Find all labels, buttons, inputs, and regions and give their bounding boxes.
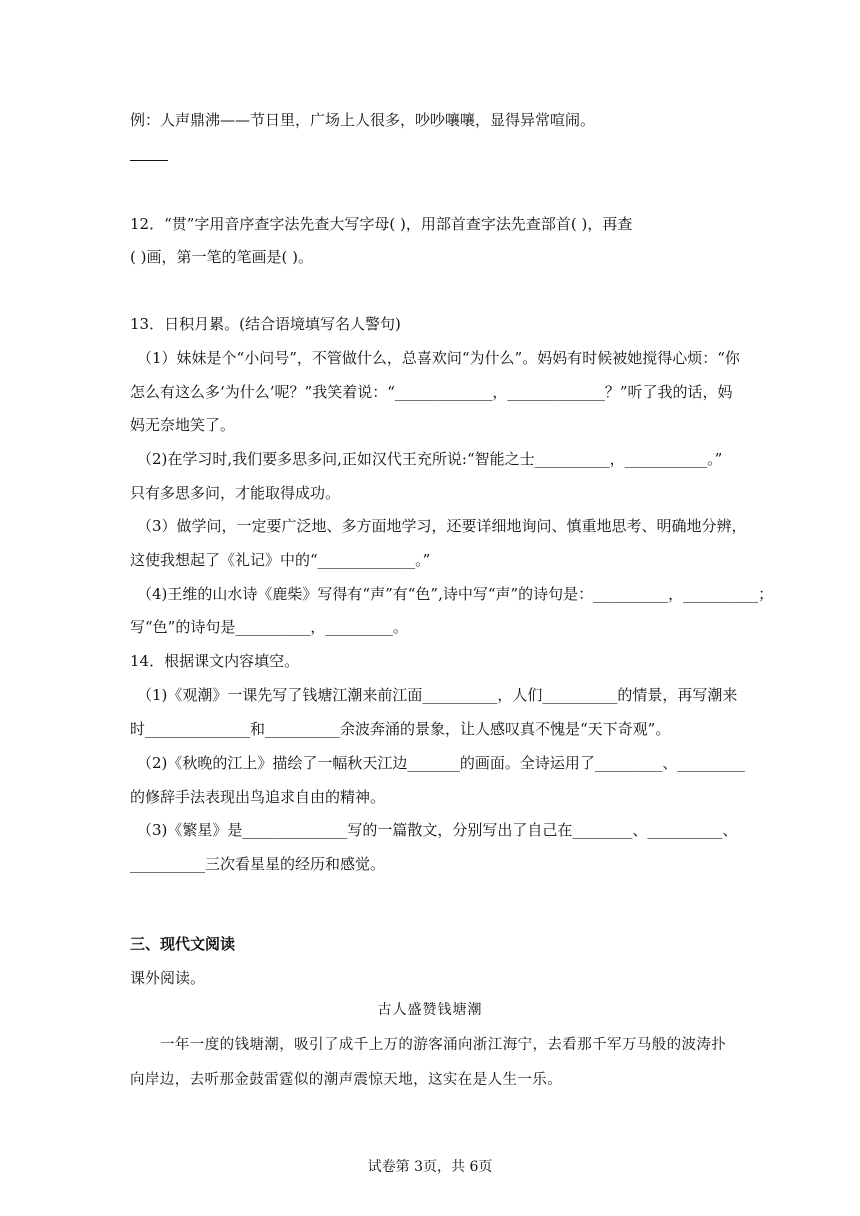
question-12-line-2: ( )画，第一笔的笔画是( )。 (130, 248, 313, 266)
section-3-heading: 三、现代文阅读 (130, 935, 236, 953)
question-13-item-3-line-2: 这使我想起了《礼记》中的“_____________。” (130, 551, 431, 569)
question-12-line-1: 12．“贯”字用音序查字法先查大写字母( )，用部首查字法先查部首( )，再查 (130, 215, 633, 233)
section-3-subheading: 课外阅读。 (130, 969, 206, 987)
question-13-item-4-line-2: 写“色”的诗句是__________，_________。 (130, 618, 408, 636)
article-line-1: 一年一度的钱塘潮，吸引了成千上万的游客涌向浙江海宁，去看那千军万马般的波涛扑 (160, 1037, 727, 1053)
question-14-item-2-line-1: （2)《秋晚的江上》描绘了一幅秋天江边_______的画面。全诗运用了_________、_________ (137, 754, 745, 772)
question-14-item-1-line-2: 时______________和__________余波奔涌的景象，让人感叹真不愧是“天下奇观”。 (130, 720, 671, 738)
question-13-item-1-line-3: 妈无奈地笑了。 (130, 416, 236, 434)
question-14-item-3-line-2: __________三次看星星的经历和感觉。 (130, 855, 386, 873)
question-14-title: 14．根据课文内容填空。 (130, 652, 300, 670)
page-footer: 试卷第 3页，共 6页 (367, 1159, 493, 1175)
article-title: 古人盛赞钱塘潮 (377, 1002, 483, 1018)
question-14-item-3-line-1: （3)《繁星》是______________写的一篇散文，分别写出了自己在________、__________、 (137, 821, 738, 839)
question-13-item-4-line-1: （4)王维的山水诗《鹿柴》写得有“声”有“色”,诗中写“声”的诗句是：__________，__________； (137, 585, 774, 603)
article-line-2: 向岸边，去听那金鼓雷霆似的潮声震惊天地，这实在是人生一乐。 (130, 1072, 563, 1088)
answer-blank[interactable] (130, 159, 168, 161)
question-14-item-1-line-1: （1)《观潮》一课先写了钱塘江潮来前江面__________，人们__________的情景，再写潮来 (137, 686, 738, 704)
example-line: 例：人声鼎沸——节日里，广场上人很多，吵吵嚷嚷，显得异常喧闹。 (130, 111, 596, 129)
question-13-item-2-line-1: （2)在学习时,我们要多思多问,正如汉代王充所说:“智能之士__________，___________。” (137, 450, 723, 468)
question-13-item-1-line-1: （1）妹妹是个“小问号”，不管做什么，总喜欢问“为什么”。妈妈有时候被她搅得心烦：“你 (137, 349, 740, 367)
question-13-item-2-line-2: 只有多思多问，才能取得成功。 (130, 484, 341, 502)
question-13-item-1-line-2: 怎么有这么多‘为什么’呢？”我笑着说：“_____________，_____________？”听了我的话，妈 (130, 383, 733, 401)
question-13-item-3-line-1: （3）做学问，一定要广泛地、多方面地学习，还要详细地询问、慎重地思考、明确地分辨， (137, 517, 747, 535)
question-13-title: 13．日积月累。(结合语境填写名人警句) (130, 315, 401, 333)
question-14-item-2-line-2: 的修辞手法表现出鸟追求自由的精神。 (130, 788, 386, 806)
